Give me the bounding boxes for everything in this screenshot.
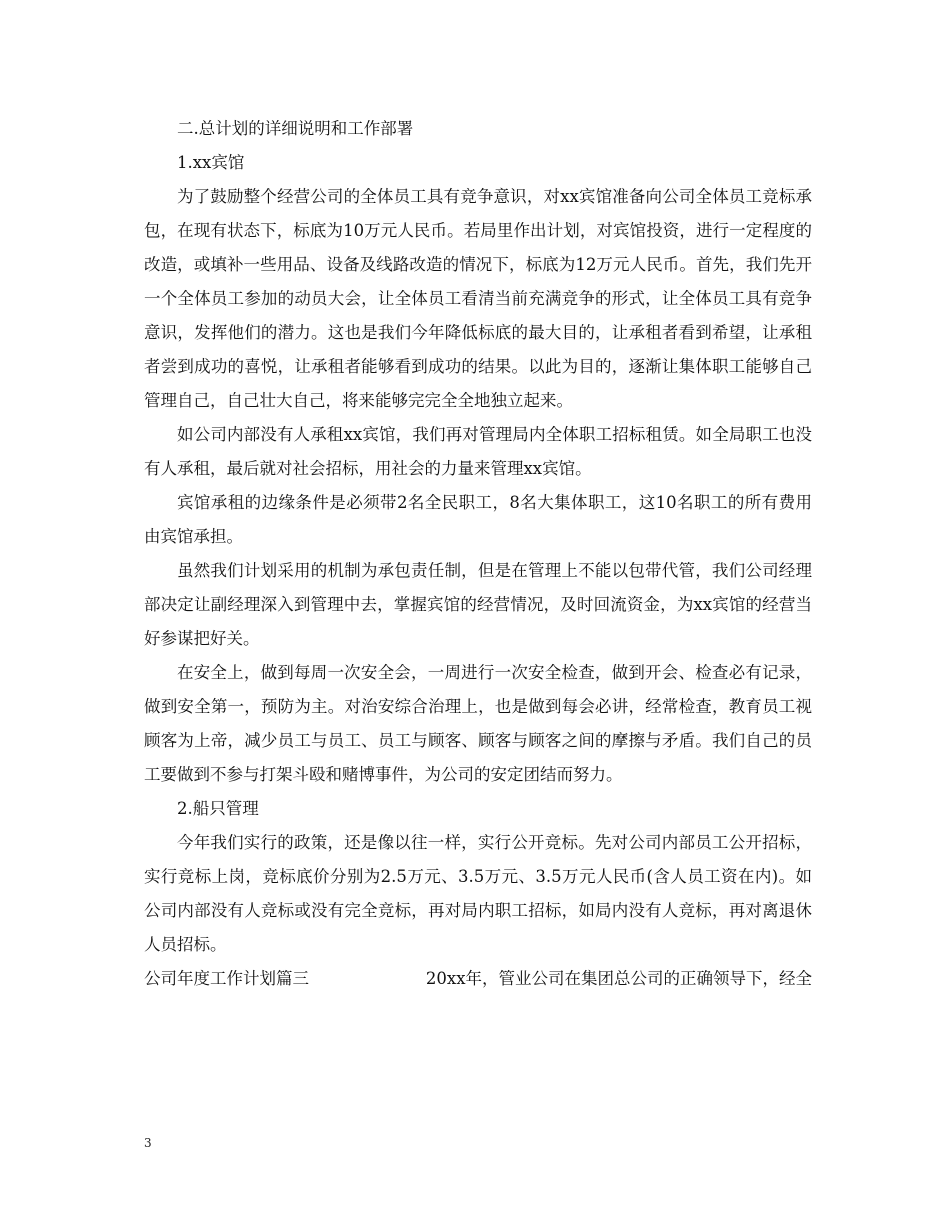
paragraph: 如公司内部没有人承租xx宾馆，我们再对管理局内全体职工招标租赁。如全局职工也没有人承租，最后就对社会招标，用社会的力量来管理xx宾馆。 [144, 425, 812, 478]
subsection-heading-hotel: 1.xx宾馆 [177, 153, 245, 172]
next-section-text: 20xx年，管业公司在集团总公司的正确领导下，经全 [425, 969, 812, 988]
paragraph: 虽然我们计划采用的机制为承包责任制，但是在管理上不能以包带代管，我们公司经理部决定让副经理深入到管理中去，掌握宾馆的经营情况，及时回流资金，为xx宾馆的经营当好参谋把好关。 [144, 561, 812, 648]
paragraph: 今年我们实行的政策，还是像以往一样，实行公开竞标。先对公司内部员工公开招标，实行竞标上岗，竞标底价分别为2.5万元、3.5万元、3.5万元人民币(含人员工资在内)。如公司内部没有人竞标或没有完全竞标，再对局内职工招标，如局内没有人竞标，再对离退休人员招标。 [144, 833, 812, 954]
paragraph: 在安全上，做到每周一次安全会，一周进行一次安全检查，做到开会、检查必有记录，做到安全第一，预防为主。对治安综合治理上，也是做到每会必讲，经常检查，教育员工视顾客为上帝，减少员工与员工、员工与顾客、顾客与顾客之间的摩擦与矛盾。我们自己的员工要做到不参与打架斗殴和赌博事件，为公司的安定团结而努力。 [144, 663, 812, 784]
paragraph: 为了鼓励整个经营公司的全体员工具有竞争意识，对xx宾馆准备向公司全体员工竞标承包，在现有状态下，标底为10万元人民币。若局里作出计划，对宾馆投资，进行一定程度的改造，或填补一些用品、设备及线路改造的情况下，标底为12万元人民币。首先，我们先开一个全体员工参加的动员大会，让全体员工看清当前充满竞争的形式，让全体员工具有竞争意识，发挥他们的潜力。这也是我们今年降低标底的最大目的，让承租者看到希望，让承租者尝到成功的喜悦，让承租者能够看到成功的结果。以此为目的，逐渐让集体职工能够自己管理自己，自己壮大自己，将来能够完完全全地独立起来。 [144, 187, 812, 410]
paragraph: 宾馆承租的边缘条件是必须带2名全民职工，8名大集体职工，这10名职工的所有费用由宾馆承担。 [144, 493, 812, 546]
next-section-line [144, 962, 812, 996]
subsection-heading-ships: 2.船只管理 [177, 799, 259, 818]
document-body [144, 112, 812, 996]
next-section-title: 公司年度工作计划篇三 [144, 969, 309, 988]
page-number: 3 [144, 1136, 152, 1150]
section-heading: 二.总计划的详细说明和工作部署 [177, 119, 414, 138]
